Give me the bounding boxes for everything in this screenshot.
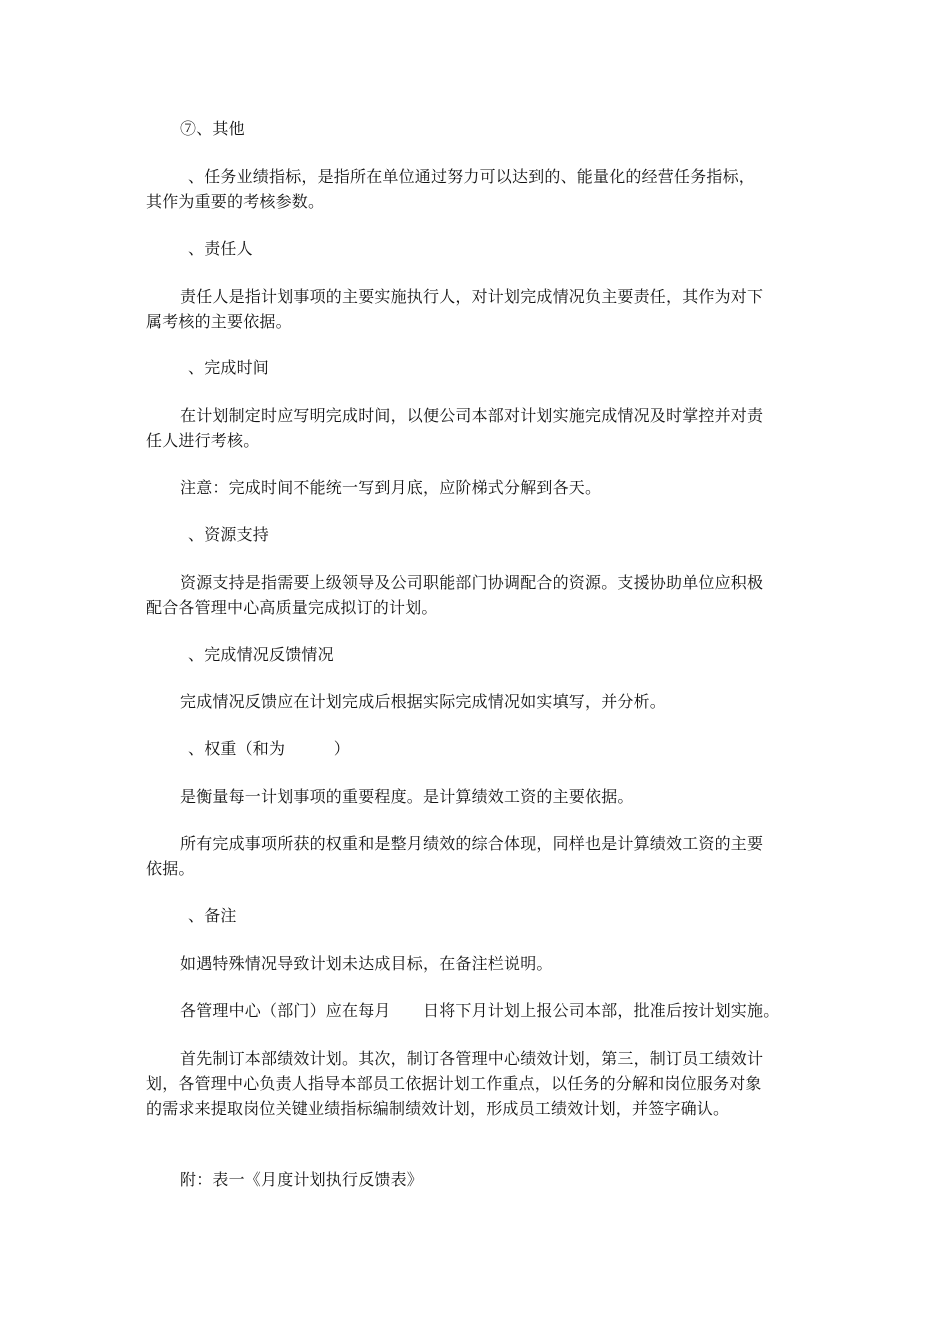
appendix-line: 附：表一《月度计划执行反馈表》 [180, 1170, 424, 1189]
paragraph-line: 依据。 [146, 859, 195, 878]
paragraph-line: 所有完成事项所获的权重和是整月绩效的综合体现，同样也是计算绩效工资的主要 [180, 834, 764, 853]
paragraph-line: 在计划制定时应写明完成时间，以便公司本部对计划实施完成情况及时掌控并对责 [180, 406, 764, 425]
paragraph-line: 如遇特殊情况导致计划未达成目标，在备注栏说明。 [180, 954, 553, 973]
paragraph-line: 责任人是指计划事项的主要实施执行人，对计划完成情况负主要责任，其作为对下 [180, 287, 764, 306]
paragraph-line: 配合各管理中心高质量完成拟订的计划。 [146, 598, 438, 617]
paragraph-line: 其作为重要的考核参数。 [146, 192, 325, 211]
heading-completion-time: 、完成时间 [188, 358, 270, 377]
paragraph-line: 资源支持是指需要上级领导及公司职能部门协调配合的资源。支援协助单位应积极 [180, 573, 764, 592]
paragraph-line: 属考核的主要依据。 [146, 312, 292, 331]
paragraph-line: 首先制订本部绩效计划。其次，制订各管理中心绩效计划，第三，制订员工绩效计 [180, 1049, 764, 1068]
paragraph-line: 的需求来提取岗位关键业绩指标编制绩效计划，形成员工绩效计划，并签字确认。 [146, 1099, 730, 1118]
heading-resource-support: 、资源支持 [188, 525, 270, 544]
heading-other: ⑦、其他 [180, 119, 245, 138]
paragraph-line: 划，各管理中心负责人指导本部员工依据计划工作重点，以任务的分解和岗位服务对象 [146, 1074, 762, 1093]
paragraph-line: 是衡量每一计划事项的重要程度。是计算绩效工资的主要依据。 [180, 787, 634, 806]
note-line: 注意：完成时间不能统一写到月底，应阶梯式分解到各天。 [180, 478, 602, 497]
heading-weight: 、权重（和为 ） [188, 739, 351, 758]
heading-responsible-person: 、责任人 [188, 239, 253, 258]
paragraph-line: 任人进行考核。 [146, 431, 260, 450]
paragraph-line: 、任务业绩指标，是指所在单位通过努力可以达到的、能量化的经营任务指标， [188, 167, 756, 186]
heading-remarks: 、备注 [188, 906, 237, 925]
paragraph-line: 各管理中心（部门）应在每月 日将下月计划上报公司本部，批准后按计划实施。 [180, 1001, 780, 1020]
paragraph-line: 完成情况反馈应在计划完成后根据实际完成情况如实填写，并分析。 [180, 692, 667, 711]
heading-feedback: 、完成情况反馈情况 [188, 645, 334, 664]
